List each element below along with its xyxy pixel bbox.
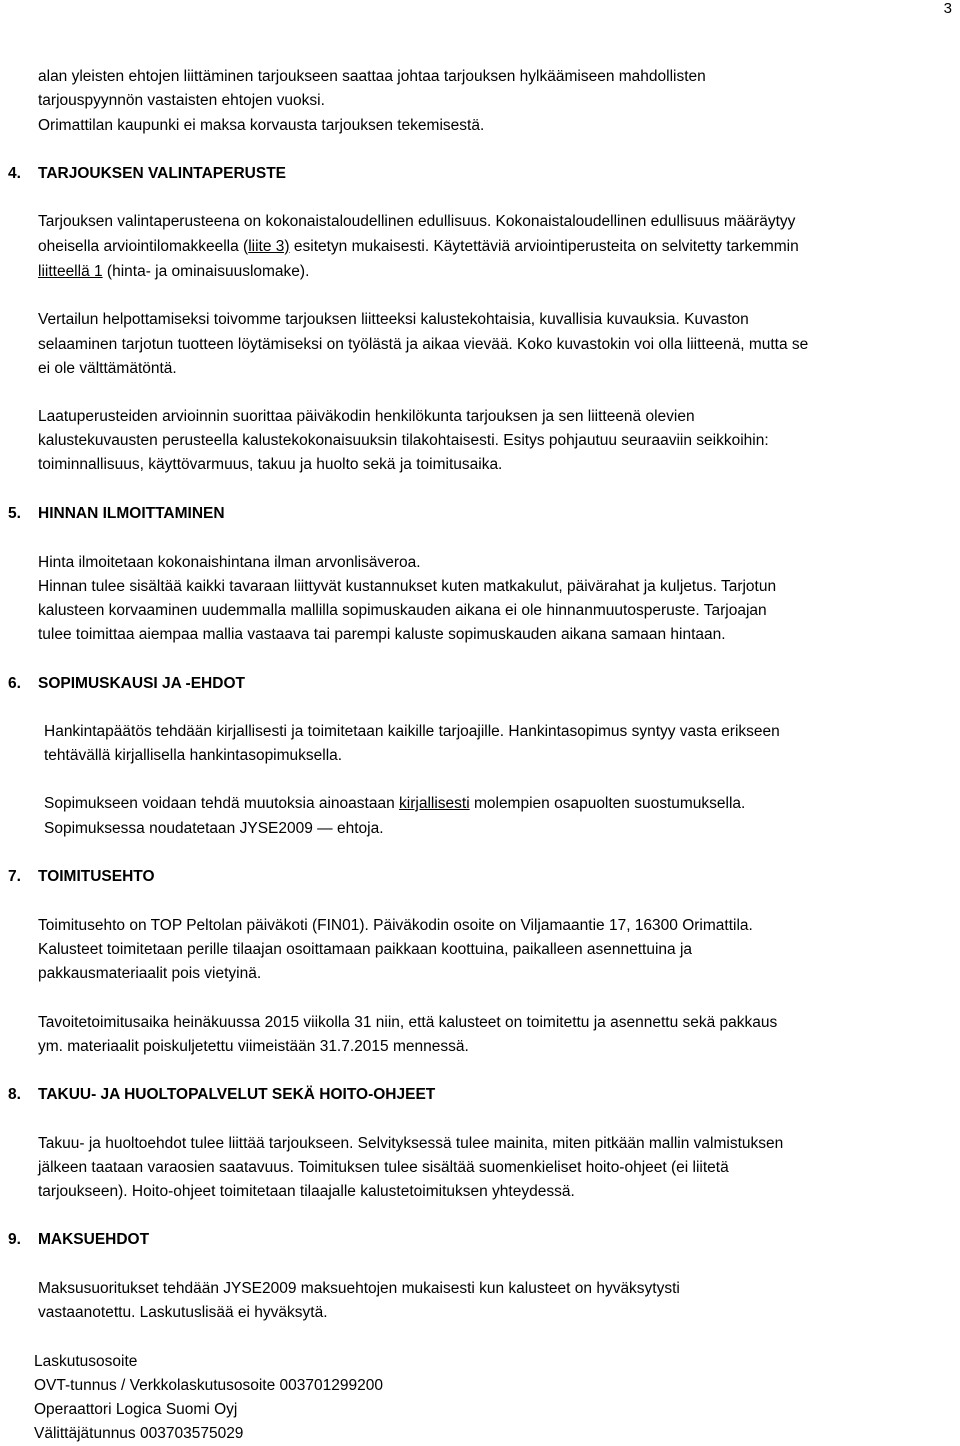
s5-line-3: kalusteen korvaaminen uudemmalla mallilla sopimuskauden aikana ei ole hinnanmuutosperuste. Tarjoajan <box>38 602 767 619</box>
s6-line-2: tehtävällä kirjallisella hankintasopimuksella. <box>44 747 343 764</box>
s4-p1-line-1: Tarjouksen valintaperusteena on kokonaistaloudellinen edullisuus. Kokonaistaloudellinen edullisuus määräytyy <box>38 213 796 230</box>
kirjallisesti-link[interactable]: kirjallisesti <box>399 795 470 812</box>
liite-1-link[interactable]: liitteellä 1 <box>38 263 103 280</box>
s7-line-5: ym. materiaalit poiskuljetettu viimeistään 31.7.2015 mennessä. <box>38 1038 469 1055</box>
s7-line-4: Tavoitetoimitusaika heinäkuussa 2015 viikolla 31 niin, että kalusteet on toimitettu ja asennettu sekä pakkaus <box>38 1014 778 1031</box>
section-9-title: MAKSUEHDOT <box>38 1231 150 1248</box>
section-7-number: 7. <box>8 868 21 885</box>
section-6-heading <box>0 672 245 696</box>
s4-p2-line-3: ei ole välttämätöntä. <box>38 360 177 377</box>
billing-line-1: Laskutusosoite <box>34 1353 138 1370</box>
section-4-heading <box>0 162 286 186</box>
section-7-title: TOIMITUSEHTO <box>38 868 155 885</box>
section-6-title: SOPIMUSKAUSI JA -EHDOT <box>38 675 245 692</box>
intro-line-1: alan yleisten ehtojen liittäminen tarjoukseen saattaa johtaa tarjouksen hylkäämiseen mahdollisten <box>38 68 706 85</box>
intro-line-2: tarjouspyynnön vastaisten ehtojen vuoksi. <box>38 92 325 109</box>
billing-line-2: OVT-tunnus / Verkkolaskutusosoite 003701299200 <box>34 1377 383 1394</box>
section-7-heading <box>0 865 155 889</box>
section-8-number: 8. <box>8 1086 21 1103</box>
section-5-title: HINNAN ILMOITTAMINEN <box>38 505 225 522</box>
s7-line-3: pakkausmateriaalit pois vietyinä. <box>38 965 262 982</box>
section-5-number: 5. <box>8 505 21 522</box>
s5-line-1: Hinta ilmoitetaan kokonaishintana ilman arvonlisäveroa. <box>38 554 421 571</box>
section-5-heading <box>0 502 225 526</box>
liite-3-link[interactable]: liite 3) <box>248 238 290 255</box>
section-8-title: TAKUU- JA HUOLTOPALVELUT SEKÄ HOITO-OHJEET <box>38 1086 436 1103</box>
s4-p1-line-2: oheisella arviointilomakkeella (liite 3) esitetyn mukaisesti. Käytettäviä arviointiperusteita on selvitetty tarkemmin <box>38 238 799 255</box>
s8-line-1: Takuu- ja huoltoehdot tulee liittää tarjoukseen. Selvityksessä tulee mainita, miten pitkään mallin valmistuksen <box>38 1135 784 1152</box>
billing-line-4: Välittäjätunnus 003703575029 <box>34 1425 244 1442</box>
section-4-title: TARJOUKSEN VALINTAPERUSTE <box>38 165 287 182</box>
section-9-heading <box>0 1228 149 1252</box>
s7-line-2: Kalusteet toimitetaan perille tilaajan osoittamaan paikkaan koottuina, paikalleen asennettuina ja <box>38 941 693 958</box>
section-8-heading <box>0 1083 435 1107</box>
s6-line-4: Sopimuksessa noudatetaan JYSE2009 — ehtoja. <box>44 820 384 837</box>
s8-line-2: jälkeen taataan varaosien saatavuus. Toimituksen tulee sisältää suomenkieliset hoito-ohjeet (ei liitetä <box>38 1159 729 1176</box>
s6-line-3: Sopimukseen voidaan tehdä muutoksia ainoastaan kirjallisesti molempien osapuolten suostumuksella. <box>44 795 746 812</box>
s4-p1-line-3: liitteellä 1 (hinta- ja ominaisuuslomake). <box>38 263 310 280</box>
section-6-number: 6. <box>8 675 21 692</box>
billing-line-3: Operaattori Logica Suomi Oyj <box>34 1401 238 1418</box>
s7-line-1: Toimitusehto on TOP Peltolan päiväkoti (FIN01). Päiväkodin osoite on Viljamaantie 17, 16300 Orimattila. <box>38 917 753 934</box>
s8-line-3: tarjoukseen). Hoito-ohjeet toimitetaan tilaajalle kalustetoimituksen yhteydessä. <box>38 1183 575 1200</box>
page-number: 3 <box>943 0 952 17</box>
section-9-number: 9. <box>8 1231 21 1248</box>
intro-line-3: Orimattilan kaupunki ei maksa korvausta tarjouksen tekemisestä. <box>38 117 485 134</box>
section-4-number: 4. <box>8 165 21 182</box>
s9-line-2: vastaanotettu. Laskutuslisää ei hyväksytä. <box>38 1304 328 1321</box>
s5-line-2: Hinnan tulee sisältää kaikki tavaraan liittyvät kustannukset kuten matkakulut, päivärahat ja kuljetus. Tarjotun <box>38 578 777 595</box>
s4-p3-line-1: Laatuperusteiden arvioinnin suorittaa päiväkodin henkilökunta tarjouksen ja sen liitteenä olevien <box>38 408 695 425</box>
s4-p2-line-2: selaaminen tarjotun tuotteen löytämiseksi on työlästä ja aikaa vievää. Koko kuvastokin voi olla liitteenä, mutta se <box>38 336 809 353</box>
s4-p3-line-3: toiminnallisuus, käyttövarmuus, takuu ja huolto sekä ja toimitusaika. <box>38 456 503 473</box>
s5-line-4: tulee toimittaa aiempaa mallia vastaava tai parempi kaluste sopimuskauden aikana samaan hintaan. <box>38 626 726 643</box>
s6-line-1: Hankintapäätös tehdään kirjallisesti ja toimitetaan kaikille tarjoajille. Hankintasopimus syntyy vasta erikseen <box>44 723 780 740</box>
s9-line-1: Maksusuoritukset tehdään JYSE2009 maksuehtojen mukaisesti kun kalusteet on hyväksytysti <box>38 1280 680 1297</box>
s4-p2-line-1: Vertailun helpottamiseksi toivomme tarjouksen liitteeksi kalustekohtaisia, kuvallisia kuvauksia. Kuvaston <box>38 311 749 328</box>
s4-p3-line-2: kalustekuvausten perusteella kalustekokonaisuuksin tilakohtaisesti. Esitys pohjautuu seuraaviin seikkoihin: <box>38 432 769 449</box>
